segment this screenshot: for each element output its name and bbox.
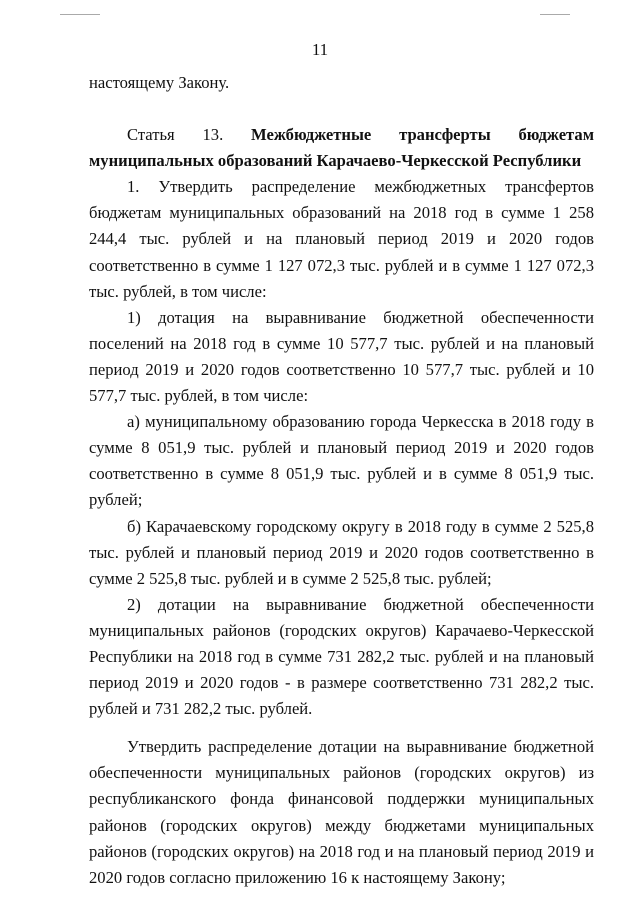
page-number: 11 bbox=[311, 40, 329, 59]
article-heading bbox=[89, 122, 594, 174]
paragraph-2: 1) дотация на выравнивание бюджетной обеспеченности поселений на 2018 год в сумме 10 577,7 тыс. рублей и на плановый период 2019 и 2020 годов соответственно 10 577,7 тыс. рублей и 10 577,7 тыс. рублей, в том числе: bbox=[89, 307, 594, 406]
paragraph-6: Утвердить распределение дотации на выравнивание бюджетной обеспеченности муниципальных районов (городских округов) из республиканского фонда финансовой поддержки муниципальных районов (городских округов) между бюджетами муниципальных районов (городских округов) на 2018 год и на плановый период 2019 и 2020 годов согласно приложению 16 к настоящему Закону; bbox=[89, 737, 594, 887]
scan-artifact bbox=[60, 14, 100, 15]
continuation-line: настоящему Закону. bbox=[89, 73, 230, 92]
paragraph-5: 2) дотации на выравнивание бюджетной обеспеченности муниципальных районов (городских округов) Карачаево-Черкесской Республики на 2018 год в сумме 731 282,2 тыс. рублей и на плановый период 2019 и 2020 годов - в размере соответственно 731 282,2 тыс. рублей и 731 282,2 тыс. рублей. bbox=[89, 594, 594, 719]
article-title: Межбюджетные трансферты бюджетам муниципальных образований Карачаево-Черкесской Республики bbox=[89, 125, 595, 171]
document-body bbox=[89, 70, 594, 891]
scan-artifact bbox=[540, 14, 570, 15]
article-label: Статья 13. bbox=[127, 125, 252, 145]
paragraph-3: а) муниципальному образованию города Черкесска в 2018 году в сумме 8 051,9 тыс. рублей и плановый период 2019 и 2020 годов соответственно в сумме 8 051,9 тыс. рублей и в сумме 8 051,9 тыс. рублей; bbox=[89, 412, 594, 510]
paragraph-1: 1. Утвердить распределение межбюджетных трансфертов бюджетам муниципальных образований на 2018 год в сумме 1 258 244,4 тыс. рублей и на плановый период 2019 и 2020 годов соответственно в сумме 1 127 072,3 тыс. рублей и в сумме 1 127 072,3 тыс. рублей, в том числе: bbox=[89, 177, 594, 301]
paragraph-4: б) Карачаевскому городскому округу в 2018 году в сумме 2 525,8 тыс. рублей и плановый период 2019 и 2020 годов соответственно в сумме 2 525,8 тыс. рублей и в сумме 2 525,8 тыс. рублей; bbox=[89, 516, 594, 588]
